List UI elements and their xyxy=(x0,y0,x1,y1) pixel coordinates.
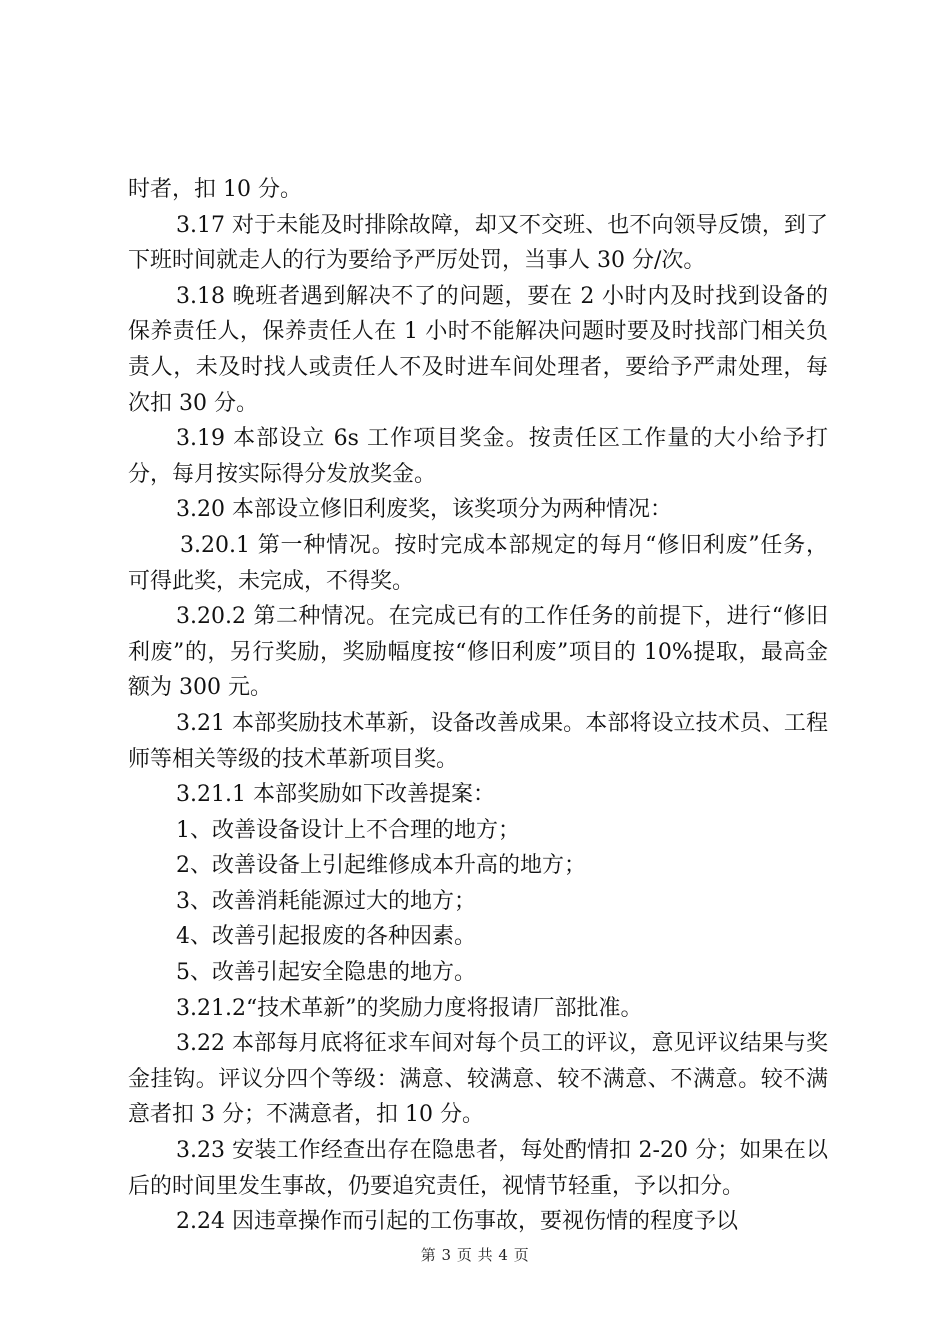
paragraph-3-20: 3.20 本部设立修旧利废奖，该奖项分为两种情况： xyxy=(176,497,672,523)
paragraph-3-23: 3.23 安装工作经查出存在隐患者，每处酌情扣 2-20 分；如果在以后的时间里发生事故，仍要追究责任，视情节轻重，予以扣分。 xyxy=(128,1138,828,1199)
paragraph-3-18: 3.18 晚班者遇到解决不了的问题，要在 2 小时内及时找到设备的保养责任人，保养责任人在 1 小时不能解决问题时要及时找部门相关负责人，未及时找人或责任人不及时进车间处理者，要给予严肃处理，每次扣 30 分。 xyxy=(128,283,828,416)
list-item-5: 5、改善引起安全隐患的地方。 xyxy=(176,960,476,986)
list-item-2: 2、改善设备上引起维修成本升高的地方； xyxy=(176,853,586,879)
paragraph-3-21-1: 3.21.1 本部奖励如下改善提案： xyxy=(176,782,495,808)
paragraph-3-20-2: 3.20.2 第二种情况。在完成已有的工作任务的前提下，进行“修旧利废”的，另行奖励，奖励幅度按“修旧利废”项目的 10%提取，最高金额为 300 元。 xyxy=(128,604,828,701)
paragraph-3-19: 3.19 本部设立 6s 工作项目奖金。按责任区工作量的大小给予打分，每月按实际得分发放奖金。 xyxy=(128,426,828,487)
paragraph-continuation: 时者，扣 10 分。 xyxy=(128,177,302,202)
paragraph-3-22: 3.22 本部每月底将征求车间对每个员工的评议，意见评议结果与奖金挂钩。评议分四个等级：满意、较满意、较不满意、不满意。较不满意者扣 3 分；不满意者，扣 10 分。 xyxy=(128,1031,828,1128)
paragraph-3-21: 3.21 本部奖励技术革新，设备改善成果。本部将设立技术员、工程师等相关等级的技术革新项目奖。 xyxy=(128,710,828,772)
paragraph-2-24: 2.24 因违章操作而引起的工伤事故，要视伤情的程度予以 xyxy=(176,1209,738,1235)
list-item-4: 4、改善引起报废的各种因素。 xyxy=(176,924,476,950)
document-body xyxy=(128,172,828,1240)
page-footer: 第 3 页 共 4 页 xyxy=(420,1246,530,1264)
list-item-3: 3、改善消耗能源过大的地方； xyxy=(176,888,476,914)
list-item-1: 1、改善设备设计上不合理的地方； xyxy=(176,817,520,843)
paragraph-3-17: 3.17 对于未能及时排除故障，却又不交班、也不向领导反馈，到了下班时间就走人的行为要给予严厉处罚，当事人 30 分/次。 xyxy=(128,212,828,274)
paragraph-3-21-2: 3.21.2“技术革新”的奖励力度将报请厂部批准。 xyxy=(176,995,643,1021)
paragraph-3-20-1: 3.20.1 第一种情况。按时完成本部规定的每月“修旧利废”任务，可得此奖，未完成，不得奖。 xyxy=(128,532,828,594)
